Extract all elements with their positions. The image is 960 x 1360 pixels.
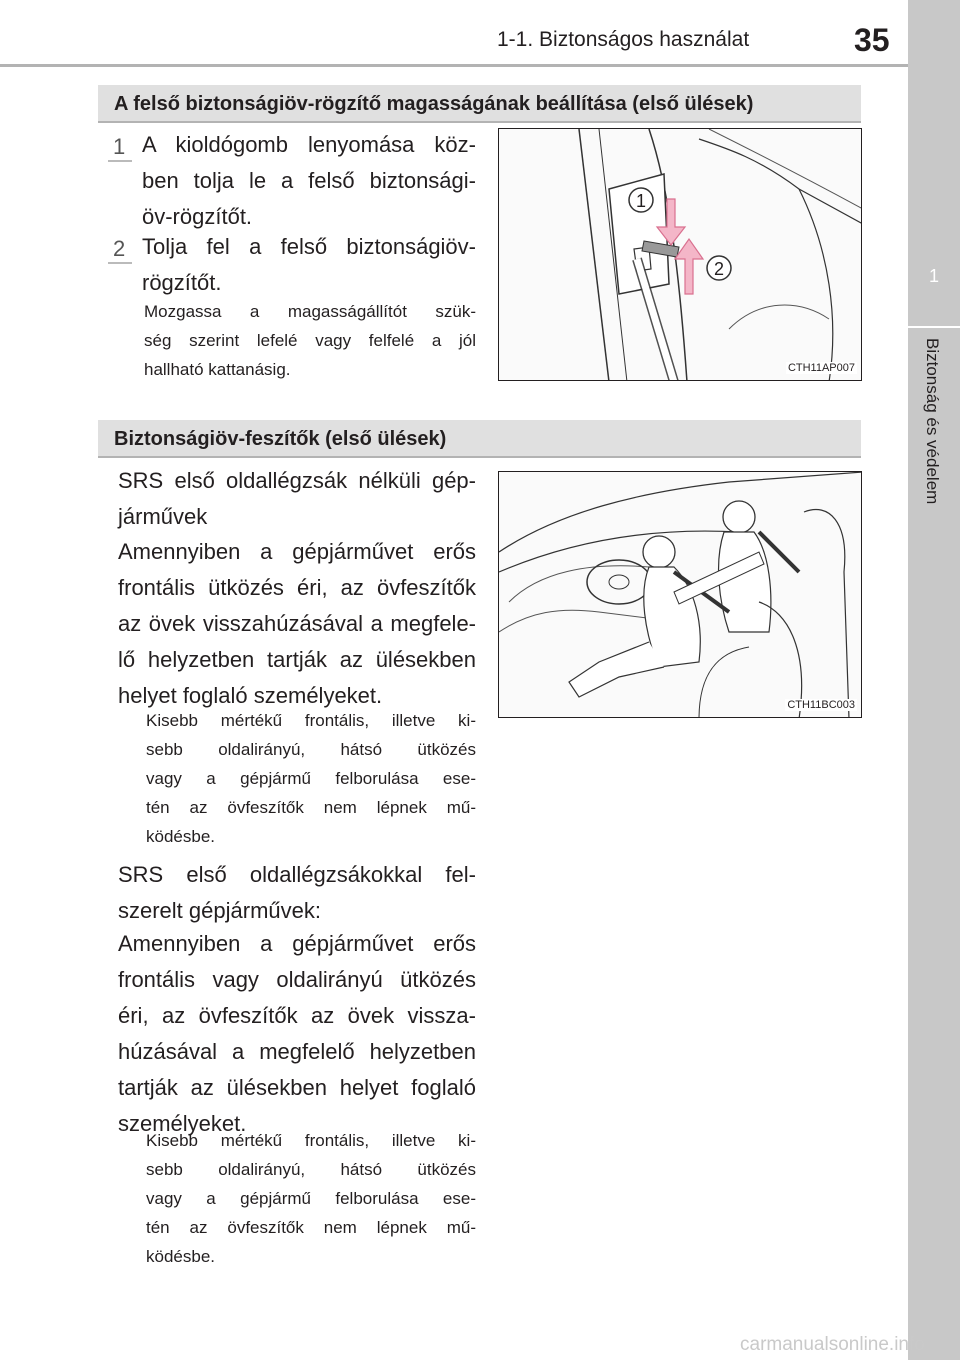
vehicles-without-side-airbags-heading bbox=[118, 463, 476, 535]
figure-code: CTH11AP007 bbox=[787, 362, 855, 374]
para-line: az övek visszahúzásával a megfele- bbox=[118, 611, 476, 636]
step-1-text bbox=[142, 127, 476, 235]
note-line: hallható kattanásig. bbox=[144, 360, 291, 379]
belt-anchor-illustration bbox=[499, 129, 862, 381]
step-2-line: rögzítőt. bbox=[142, 270, 222, 295]
figure-belt-anchor-adjust bbox=[498, 128, 862, 381]
note-line: tén az övfeszítők nem lépnek mű- bbox=[146, 1218, 476, 1237]
vehicles-with-side-airbags-heading bbox=[118, 857, 476, 929]
para-line: járművek bbox=[118, 504, 208, 529]
page-number: 35 bbox=[854, 22, 890, 58]
passenger-head bbox=[723, 501, 755, 533]
note-line: Mozgassa a magasságállítót szük- bbox=[144, 302, 476, 321]
callout-1-label: 1 bbox=[636, 191, 647, 211]
pretensioner-paragraph-1 bbox=[118, 534, 476, 714]
note-line: ködésbe. bbox=[146, 1247, 215, 1266]
step-2-line: Tolja fel a felső biztonságiöv- bbox=[142, 234, 476, 259]
chapter-title-text: Biztonság és védelem bbox=[923, 338, 942, 505]
running-header-section: 1-1. Biztonságos használat bbox=[497, 28, 750, 51]
figure-code: CTH11BC003 bbox=[787, 699, 855, 711]
driver-legs bbox=[569, 642, 664, 697]
section-heading-pretensioners: Biztonságiöv-feszítők (első ülések) bbox=[98, 420, 861, 456]
note-line: vagy a gépjármű felborulása ese- bbox=[146, 1189, 476, 1208]
note-line: Kisebb mértékű frontális, illetve ki- bbox=[146, 1131, 476, 1150]
note-line: ség szerint lefelé vagy felfelé a jól bbox=[144, 331, 476, 350]
figure-pretensioner-occupants bbox=[498, 471, 862, 718]
note-line: ködésbe. bbox=[146, 827, 215, 846]
para-line: tartják az ülésekben helyet foglaló bbox=[118, 1075, 476, 1100]
step-2-number: 2 bbox=[113, 236, 126, 261]
para-line: frontális vagy oldalirányú ütközés bbox=[118, 967, 476, 992]
watermark: carmanualsonline.info bbox=[740, 1334, 925, 1355]
note-line: sebb oldalirányú, hátsó ütközés bbox=[146, 740, 476, 759]
note-line: sebb oldalirányú, hátsó ütközés bbox=[146, 1160, 476, 1179]
para-line: frontális ütközés éri, az övfeszítők bbox=[118, 575, 476, 600]
chapter-number: 1 bbox=[928, 266, 939, 286]
step-2-text bbox=[142, 229, 476, 301]
step-1-number: 1 bbox=[113, 134, 126, 159]
para-line: szerelt gépjárművek: bbox=[118, 898, 321, 923]
para-line: Amennyiben a gépjárművet erős bbox=[118, 539, 476, 564]
step-1-line: ben tolja le a felső biztonsági- bbox=[142, 168, 476, 193]
para-line: SRS első oldallégzsákokkal fel- bbox=[118, 862, 476, 887]
para-line: helyet foglaló személyeket. bbox=[118, 683, 383, 708]
step-1-marker bbox=[108, 130, 138, 160]
para-line: húzásával a megfelelő helyzetben bbox=[118, 1039, 476, 1064]
chapter-title bbox=[908, 338, 960, 588]
para-line: személyeket. bbox=[118, 1111, 247, 1136]
chapter-marker bbox=[908, 326, 960, 328]
car-interior-illustration bbox=[499, 472, 862, 718]
section-rule bbox=[98, 456, 861, 458]
pretensioner-note-1 bbox=[146, 706, 476, 851]
step-2-marker bbox=[108, 232, 138, 262]
para-line: éri, az övfeszítők az övek vissza- bbox=[118, 1003, 476, 1028]
step-1-line: A kioldógomb lenyomása köz- bbox=[142, 132, 476, 157]
step-1-line: öv-rögzítőt. bbox=[142, 204, 253, 229]
callout-2-label: 2 bbox=[714, 259, 725, 279]
para-line: SRS első oldallégzsák nélküli gép- bbox=[118, 468, 476, 493]
steering-wheel-shape bbox=[587, 560, 651, 604]
chapter-side-tab bbox=[908, 0, 960, 1360]
para-line: lő helyzetben tartják az ülésekben bbox=[118, 647, 476, 672]
para-line: Amennyiben a gépjárművet erős bbox=[118, 931, 476, 956]
note-line: Kisebb mértékű frontális, illetve ki- bbox=[146, 711, 476, 730]
pretensioner-note-2 bbox=[146, 1126, 476, 1271]
section-rule bbox=[98, 121, 861, 123]
note-line: tén az övfeszítők nem lépnek mű- bbox=[146, 798, 476, 817]
note-line: vagy a gépjármű felborulása ese- bbox=[146, 769, 476, 788]
driver-head bbox=[643, 536, 675, 568]
step-2-note bbox=[144, 297, 476, 384]
section-heading-belt-anchor: A felső biztonságiöv-rögzítő magasságának beállítása (első ülések) bbox=[98, 85, 861, 121]
pretensioner-paragraph-2 bbox=[118, 926, 476, 1142]
header-rule bbox=[0, 64, 908, 67]
